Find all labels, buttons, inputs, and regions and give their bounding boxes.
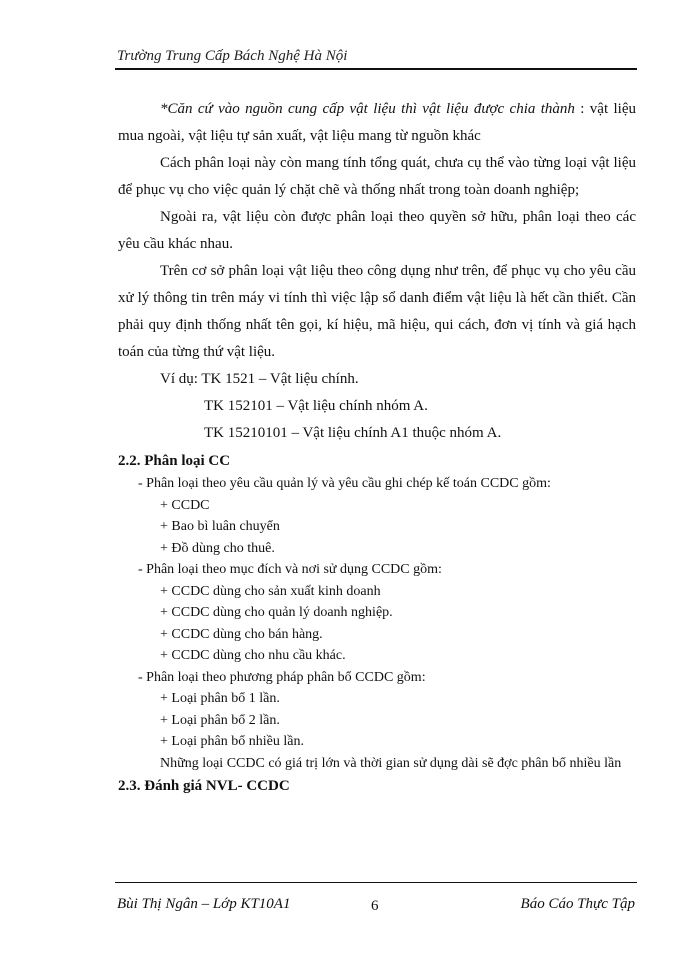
paragraph-other-classification: Ngoài ra, vật liệu còn được phân loại theo quyền sở hữu, phân loại theo các yêu cầu khác nhau. bbox=[118, 209, 636, 252]
paragraph-closing: Những loại CCDC có giá trị lớn và thời gian sử dụng dài sẽ đợc phân bổ nhiều lần bbox=[160, 755, 622, 771]
paragraph-lead: *Căn cứ vào nguồn cung cấp vật liệu thì vật liệu được chia thành bbox=[160, 101, 575, 117]
list-item: + CCDC dùng cho nhu cầu khác. bbox=[160, 648, 346, 663]
example-line: Ví dụ: TK 1521 – Vật liệu chính. bbox=[160, 371, 359, 387]
section-heading-2-3: 2.3. Đánh giá NVL- CCDC bbox=[118, 777, 290, 794]
list-item: + CCDC dùng cho sản xuất kinh doanh bbox=[160, 583, 381, 599]
list-item: + CCDC bbox=[160, 497, 210, 513]
footer-report-title: Báo Cáo Thực Tập bbox=[520, 896, 635, 912]
example-line: TK 15210101 – Vật liệu chính A1 thuộc nhóm A. bbox=[204, 425, 502, 441]
list-group-title: - Phân loại theo phương pháp phân bổ CCDC gồm: bbox=[138, 669, 426, 685]
list-item: + Bao bì luân chuyển bbox=[160, 519, 280, 534]
example-line: TK 152101 – Vật liệu chính nhóm A. bbox=[204, 398, 428, 414]
list-item: + CCDC dùng cho bán hàng. bbox=[160, 626, 323, 642]
paragraph-material-source bbox=[118, 96, 636, 150]
document-body bbox=[118, 96, 636, 798]
list-item: + Loại phân bổ nhiều lần. bbox=[160, 734, 304, 749]
header-divider bbox=[115, 68, 637, 70]
list-group-title: - Phân loại theo yêu cầu quản lý và yêu cầu ghi chép kế toán CCDC gồm: bbox=[138, 476, 551, 491]
paragraph-general-classification: Cách phân loại này còn mang tính tổng quát, chưa cụ thể vào từng loại vật liệu để phục vụ cho việc quản lý chặt chẽ và thống nhất trong toàn doanh nghiệp; bbox=[118, 155, 636, 198]
page-header: Trường Trung Cấp Bách Nghệ Hà Nội bbox=[117, 48, 348, 64]
footer-divider bbox=[115, 882, 637, 883]
page-number: 6 bbox=[371, 898, 379, 914]
list-group-title: - Phân loại theo mục đích và nơi sử dụng CCDC gồm: bbox=[138, 562, 442, 577]
list-item: + CCDC dùng cho quản lý doanh nghiệp. bbox=[160, 605, 393, 620]
section-heading-2-2: 2.2. Phân loại CC bbox=[118, 453, 231, 469]
paragraph-rest: : vật liệu mua ngoài, vật liệu tự sản xuất, vật liệu mang từ nguồn khác bbox=[118, 101, 636, 144]
list-item: + Loại phân bổ 1 lần. bbox=[160, 691, 280, 706]
paragraph-catalog: Trên cơ sở phân loại vật liệu theo công dụng như trên, để phục vụ cho yêu cầu xử lý thông tin trên máy vi tính thì việc lập sổ danh điểm vật liệu là hết cần thiết. Cần phải quy định thống nhất tên gọi, kí hiệu, mã hiệu, qui cách, đơn vị tính và giá hạch toán của từng thứ vật liệu. bbox=[118, 263, 636, 360]
list-item: + Loại phân bổ 2 lần. bbox=[160, 712, 280, 728]
footer-author: Bùi Thị Ngân – Lớp KT10A1 bbox=[117, 896, 291, 912]
list-item: + Đồ dùng cho thuê. bbox=[160, 540, 275, 556]
